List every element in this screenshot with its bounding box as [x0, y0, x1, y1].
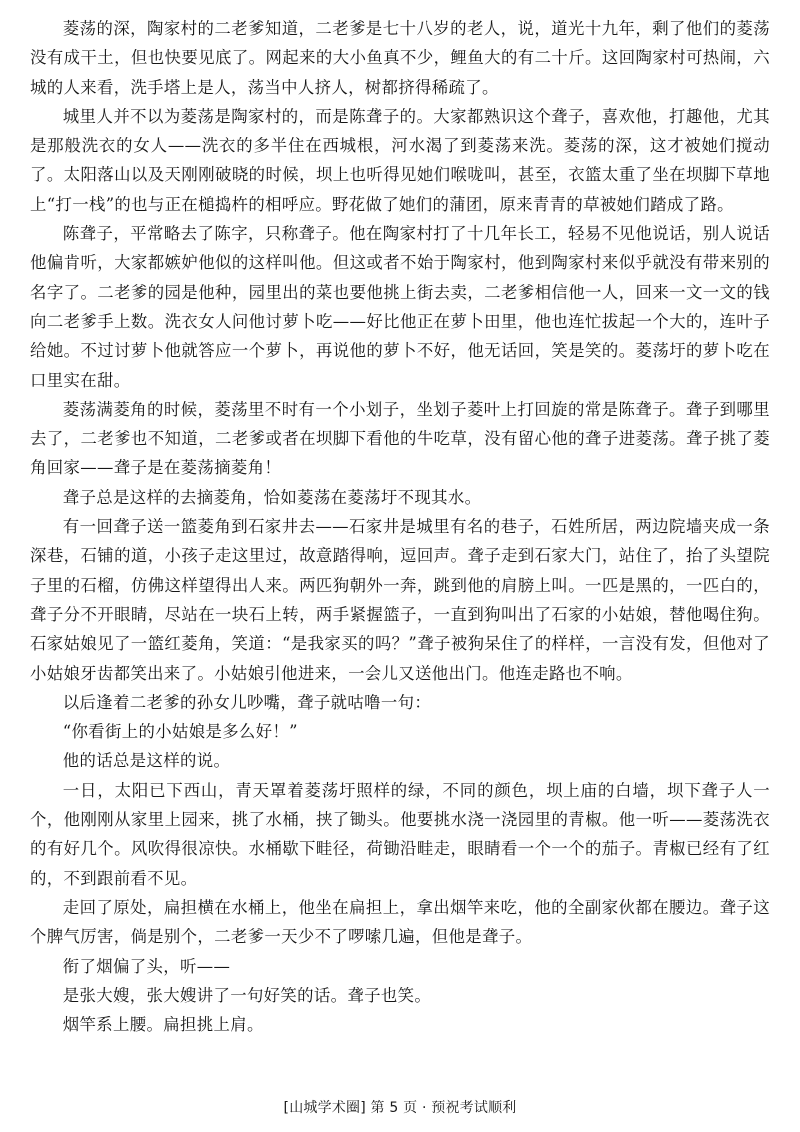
paragraph: 以后逢着二老爹的孙女儿吵嘴，聋子就咕噜一句： [62, 692, 432, 712]
paragraph: 陈聋子，平常略去了陈字，只称聋子。他在陶家村打了十几年长工，轻易不见他说话，别人说话他偏肯听，大家都嫉妒他似的这样叫他。但这或者不始于陶家村，他到陶家村来似乎就没有带来别的名字了。二老爹的园是他种，园里出的菜也要他挑上街去卖，二老爹相信他一人，回来一文一文的钱向二老爹手上数。洗衣女人问他讨萝卜吃——好比他正在萝卜田里，他也连忙拔起一个大的，连叶子给她。不过讨萝卜他就答应一个萝卜，再说他的萝卜不好，他无话回，笑是笑的。菱荡圩的萝卜吃在口里实在甜。 [30, 224, 770, 390]
paragraph: 衔了烟偏了头，听—— [62, 956, 231, 976]
paragraph: 有一回聋子送一篮菱角到石家井去——石家井是城里有名的巷子，石姓所居，两边院墙夹成一条深巷，石铺的道，小孩子走这里过，故意踏得响，逗回声。聋子走到石家大门，站住了，抬了头望院子里的石榴，仿佛这样望得出人来。两匹狗朝外一奔，跳到他的肩膀上叫。一匹是黑的，一匹白的，聋子分不开眼睛，尽站在一块石上转，两手紧握篮子，一直到狗叫出了石家的小姑娘，替他喝住狗。石家姑娘见了一篮红菱角，笑道：“是我家买的吗？”聋子被狗呆住了的样样，一言没有发，但他对了小姑娘牙齿都笑出来了。小姑娘引他进来，一会儿又送他出门。他连走路也不响。 [30, 517, 770, 683]
paragraph: 城里人并不以为菱荡是陶家村的，而是陈聋子的。大家都熟识这个聋子，喜欢他，打趣他，尤其是那般洗衣的女人——洗衣的多半住在西城根，河水渴了到菱荡来洗。菱荡的深，这才被她们搅动了。太阳落山以及天刚刚破晓的时候，坝上也听得见她们喉咙叫，甚至，衣篮太重了坐在坝脚下草地上“打一栈”的也与正在槌捣杵的相呼应。野花做了她们的蒲团，原来青青的草被她们踏成了路。 [30, 106, 770, 214]
page-footer: [山城学术圈] 第 5 页 · 预祝考试顺利 [283, 1100, 517, 1116]
paragraph: 聋子总是这样的去摘菱角，恰如菱荡在菱荡圩不现其水。 [62, 487, 482, 507]
paragraph: 他的话总是这样的说。 [62, 751, 231, 771]
paragraph: 菱荡满菱角的时候，菱荡里不时有一个小划子，坐划子菱叶上打回旋的常是陈聋子。聋子到哪里去了，二老爹也不知道，二老爹或者在坝脚下看他的牛吃草，没有留心他的聋子进菱荡。聋子挑了菱角回家——聋子是在菱荡摘菱角！ [30, 399, 770, 478]
paragraph: 一日，太阳已下西山，青天罩着菱荡圩照样的绿，不同的颜色，坝上庙的白墙，坝下聋子人一个，他刚刚从家里上园来，挑了水桶，挟了锄头。他要挑水浇一浇园里的青椒。他一听——菱荡洗衣的有好几个。风吹得很凉快。水桶歇下畦径，荷锄沿畦走，眼睛看一个一个的茄子。青椒已经有了红的，不到跟前看不见。 [30, 780, 770, 888]
paragraph: 走回了原处，扁担横在水桶上，他坐在扁担上，拿出烟竿来吃，他的全副家伙都在腰边。聋子这个脾气厉害，倘是别个，二老爹一天少不了啰嗦几遍，但他是聋子。 [30, 897, 770, 947]
paragraph: 是张大嫂，张大嫂讲了一句好笑的话。聋子也笑。 [62, 985, 432, 1005]
paragraph: 菱荡的深，陶家村的二老爹知道，二老爹是七十八岁的老人，说，道光十九年，剩了他们的菱荡没有成干土，但也快要见底了。网起来的大小鱼真不少，鲤鱼大的有二十斤。这回陶家村可热闹，六城的人来看，洗手塔上是人，荡当中人挤人，树都挤得稀疏了。 [30, 19, 770, 97]
paragraph: “你看街上的小姑娘是多么好！” [62, 722, 298, 742]
paragraph: 烟竿系上腰。扁担挑上肩。 [62, 1015, 264, 1035]
